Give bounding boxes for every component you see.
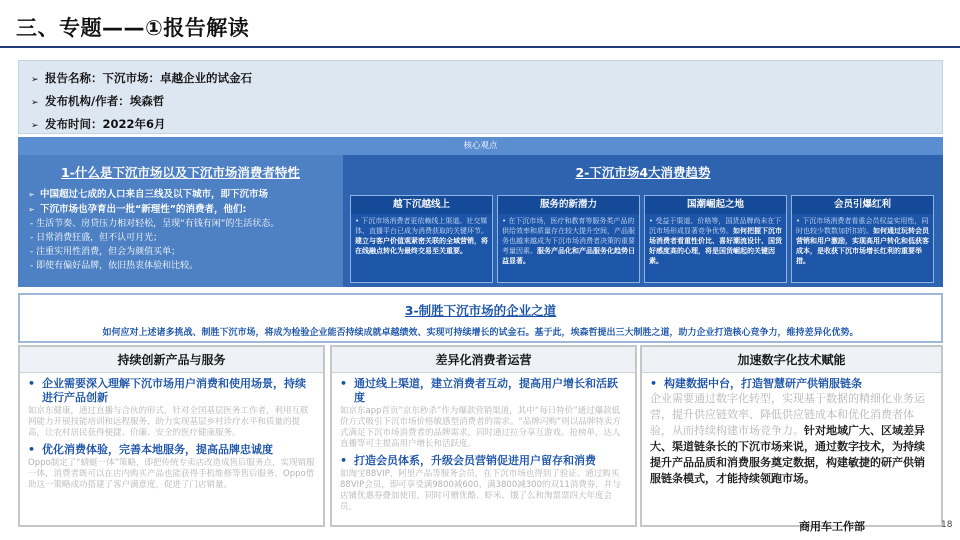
trend-card-title: 国潮崛起之地 (645, 196, 786, 214)
bullet-dot-icon: • (340, 377, 348, 390)
column-title: 持续创新产品与服务 (20, 347, 323, 373)
column-title: 差异化消费者运营 (332, 347, 635, 373)
trend-card-title: 会员引爆红利 (792, 196, 933, 214)
strategy-column-innovation (18, 345, 325, 527)
strategy-column-consumer-ops (330, 345, 637, 527)
column-detail: 如京东健康，通过直播与合伙的形式，针对全国基层医务工作者，利用互联网能力开展技能培训和远程服务，助力实现基层乡村诊疗水平和质量的提高，让农村居民获得便捷、价廉、安全的医疗健康服务。 (28, 406, 309, 438)
column-bullet: • 构建数据中台，打造智慧研产供销服链条 (650, 377, 862, 390)
consumption-trends-panel (343, 155, 943, 287)
report-name-row: ➢ 报告名称：下沉市场：卓越企业的试金石 (31, 68, 930, 91)
arrow-bullet-icon: ➢ (31, 75, 39, 85)
trend-card (350, 195, 493, 283)
trend-card-text: • 受益于渠道、价格等，国货品牌尚未在下沉市场形成显著竞争优势。如何把握下沉市场消费者看重性价比、喜好潮流设计、国货好感度高的心理，将是国货崛起的关键因素。 (649, 217, 782, 265)
bullet-dot-icon: • (650, 377, 658, 390)
winning-strategy-box (18, 293, 943, 343)
column-detail: 如淘宝88VIP，阿里产品等服务会员，在下沉市场也得到了验证。通过购买88VIP会员，即可享受满9800减600、满3800减300的双11消费券，并与店铺优惠券叠加使用，同时可赠优酷、虾米、饿了么和淘票票四大年度会员。 (340, 469, 621, 512)
panel-bullet: ➢ 中国超过七成的人口来自三线及以下城市，即下沉市场 (28, 189, 269, 200)
trend-card-title: 越下沉越线上 (351, 196, 492, 214)
arrow-bullet-icon: ➢ (28, 205, 35, 214)
trend-card-text: • 在下沉市场，医疗和教育等服务类产品的供给效率和质量存在较大提升空间，产品服务也越来越成为下沉市场消费者决策的重要考量因素。服务产品化和产品服务化趋势日益显著。 (502, 217, 635, 265)
column-title: 加速数字化技术赋能 (642, 347, 941, 373)
column-detail: 企业需要通过数字化转型，实现基于数据的精细化业务运营，提升供应链效率、降低供应链成本和优化消费者体验，从而持续构建市场竞争力。针对地域广大、区域差异大、渠道链条长的下沉市场来说，通过数字技术，为持续提升产品品质和消费服务奠定数据，构建敏捷的研产供销服链条模式，才能持续领跑市场。 (650, 392, 925, 485)
column-detail: Oppo制定了“蜻蜓一体”策略，即把传统专卖店改造成售后服务点，实现销服一体，消费者既可以在店内购买产品也能获得手机维修等售后服务。Oppo借助这一策略成功搭建了客户满意度，促进了门店销量。 (28, 458, 315, 490)
panel-title: 2-下沉市场4大消费趋势 (575, 165, 711, 180)
strategy-title: 3-制胜下沉市场的企业之道 (404, 303, 557, 318)
panel-sub-bullet: - 日常消费狂盛，但不认可月光； (30, 233, 163, 243)
department-label: 商用车工作部 (799, 520, 865, 533)
bullet-dot-icon: • (28, 443, 36, 456)
trend-card (791, 195, 934, 283)
arrow-bullet-icon: ➢ (31, 98, 39, 108)
arrow-bullet-icon: ➢ (31, 121, 39, 131)
title-divider (0, 46, 960, 48)
report-meta-box (18, 60, 943, 134)
trend-cards (348, 195, 938, 283)
strategy-column-digitalization (640, 345, 943, 527)
column-bullet: • 企业需要深入理解下沉市场用户消费和使用场景，持续进行产品创新 (28, 377, 306, 404)
core-viewpoints-bar: 核心观点 (18, 137, 943, 155)
trend-card (644, 195, 787, 283)
arrow-bullet-icon: ➢ (28, 190, 35, 199)
panel-bullet: ➢ 下沉市场也孕育出一批“新理性”的消费者，他们: (28, 204, 247, 215)
strategy-subtitle: 如何应对上述诸多挑战、制胜下沉市场，将成为检验企业能否持续成就卓越绩效、实现可持续增长的试金石。基于此，埃森哲提出三大制胜之道，助力企业打造核心竞争力，维持差异化优势。 (102, 328, 859, 338)
trend-card (497, 195, 640, 283)
page-title: 三、专题——①报告解读 (16, 16, 250, 40)
trend-card-text: • 下沉市场消费者看重会员权益实用性，同时也较少数数加折扣的。如何通过玩转会员营销和用户激励，实现高用户转化和低获客成本，是收获下沉市场增长红利的重要举措。 (796, 217, 929, 265)
bullet-dot-icon: • (28, 377, 36, 390)
column-bullet: • 打造会员体系，升级会员营销促进用户留存和消费 (340, 454, 596, 467)
trend-card-text: • 下沉市场消费者更依赖线上渠道。社交媒体、直播平台已成为消费获取的关键环节。建立与客户价值观紧密关联的全域营销，将在线融点转化为最终交易至关重要。 (355, 217, 488, 255)
column-bullet: • 优化消费体验，完善本地服务，提高品牌忠诚度 (28, 443, 273, 456)
panel-sub-bullet: - 生活节奏、房贷压力相对轻松，呈现“有钱有闲”的生活状态。 (30, 219, 280, 229)
column-detail: 如京东app首页“京东秒杀”作为爆款营销渠道，其中“每日特价”通过爆款低价方式吸引下沉市场价格敏感型消费者的需求。“品牌闪购”则以品牌特卖方式满足下沉市场消费者的品牌需求，同时通过拉分享互游戏、抢榜单，达人直播等可主提高用户增长和活跃度。 (340, 406, 621, 449)
report-date-row: ➢ 发布时间：2022年6月 (31, 114, 930, 137)
column-bullet: • 通过线上渠道，建立消费者互动，提高用户增长和活跃度 (340, 377, 618, 404)
bullet-dot-icon: • (340, 454, 348, 467)
panel-sub-bullet: - 注重实用性消费，但会为颜值买单； (30, 247, 181, 257)
lower-tier-market-definition-panel (18, 155, 343, 287)
report-author-row: ➢ 发布机构/作者：埃森哲 (31, 91, 930, 114)
panel-title: 1-什么是下沉市场以及下沉市场消费者特性 (61, 165, 300, 180)
trend-card-title: 服务的新潜力 (498, 196, 639, 214)
panel-sub-bullet: - 即使有偏好品牌，依旧热衷体验和比较。 (30, 261, 199, 271)
page-number: 18 (941, 520, 953, 530)
